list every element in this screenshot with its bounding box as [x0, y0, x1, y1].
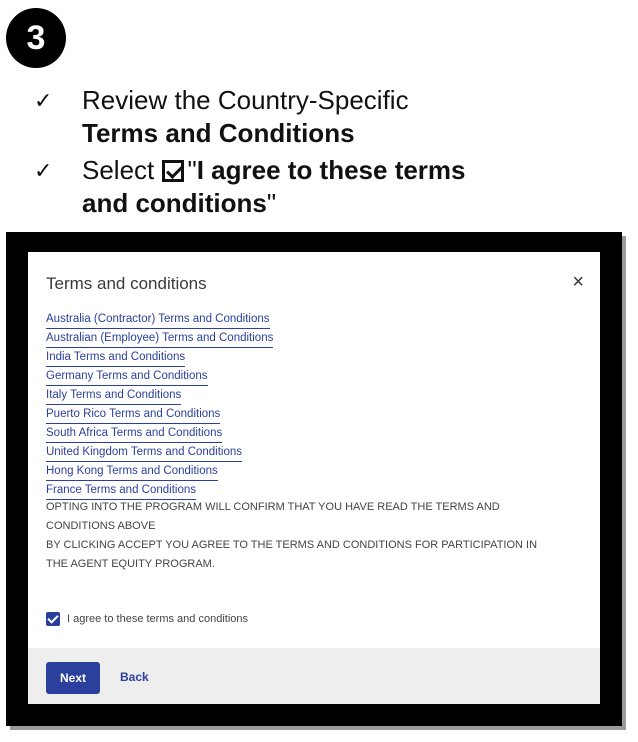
quote-close: ": [266, 188, 277, 218]
opt-in-notice: [46, 498, 586, 574]
instruction-review-line1: Review the Country-Specific: [82, 85, 409, 115]
terms-links-list: [46, 309, 273, 499]
terms-modal: [28, 252, 600, 704]
notice-line: CONDITIONS ABOVE: [46, 520, 156, 532]
quote-open: ": [187, 155, 197, 185]
step-number-badge: [6, 8, 66, 68]
link-hong-kong[interactable]: Hong Kong Terms and Conditions: [46, 464, 218, 481]
modal-title: Terms and conditions: [46, 274, 207, 293]
instruction-select-prefix: Select: [82, 155, 162, 185]
link-australian-employee[interactable]: Australian (Employee) Terms and Conditions: [46, 331, 273, 348]
link-india[interactable]: India Terms and Conditions: [46, 350, 185, 367]
checkmark-icon: ✓: [34, 88, 53, 113]
instruction-select-bold-line2: and conditions: [82, 188, 267, 218]
link-australia-contractor[interactable]: Australia (Contractor) Terms and Conditions: [46, 312, 270, 329]
link-germany[interactable]: Germany Terms and Conditions: [46, 369, 208, 386]
notice-line: OPTING INTO THE PROGRAM WILL CONFIRM THAT YOU HAVE READ THE TERMS AND: [46, 501, 500, 513]
link-united-kingdom[interactable]: United Kingdom Terms and Conditions: [46, 445, 242, 462]
back-button[interactable]: Back: [120, 670, 149, 684]
next-button[interactable]: Next: [46, 662, 100, 694]
link-italy[interactable]: Italy Terms and Conditions: [46, 388, 181, 405]
link-south-africa[interactable]: South Africa Terms and Conditions: [46, 426, 222, 443]
link-puerto-rico[interactable]: Puerto Rico Terms and Conditions: [46, 407, 220, 424]
step-number: 3: [26, 19, 46, 57]
agree-checkbox-label[interactable]: I agree to these terms and conditions: [67, 613, 248, 625]
notice-line: THE AGENT EQUITY PROGRAM.: [46, 558, 215, 570]
link-france[interactable]: France Terms and Conditions: [46, 483, 196, 500]
instruction-select-bold-line1: I agree to these terms: [196, 155, 466, 185]
agree-checkbox[interactable]: [46, 612, 60, 626]
agree-terms-row[interactable]: [46, 612, 248, 626]
notice-line: BY CLICKING ACCEPT YOU AGREE TO THE TERMS AND CONDITIONS FOR PARTICIPATION IN: [46, 539, 538, 551]
checkbox-checked-icon: [162, 160, 184, 182]
instruction-review-line2: Terms and Conditions: [82, 118, 355, 148]
modal-footer: [28, 648, 600, 704]
checkmark-icon: ✓: [34, 158, 53, 183]
screenshot-frame: [6, 232, 622, 726]
close-icon[interactable]: ×: [572, 271, 584, 293]
